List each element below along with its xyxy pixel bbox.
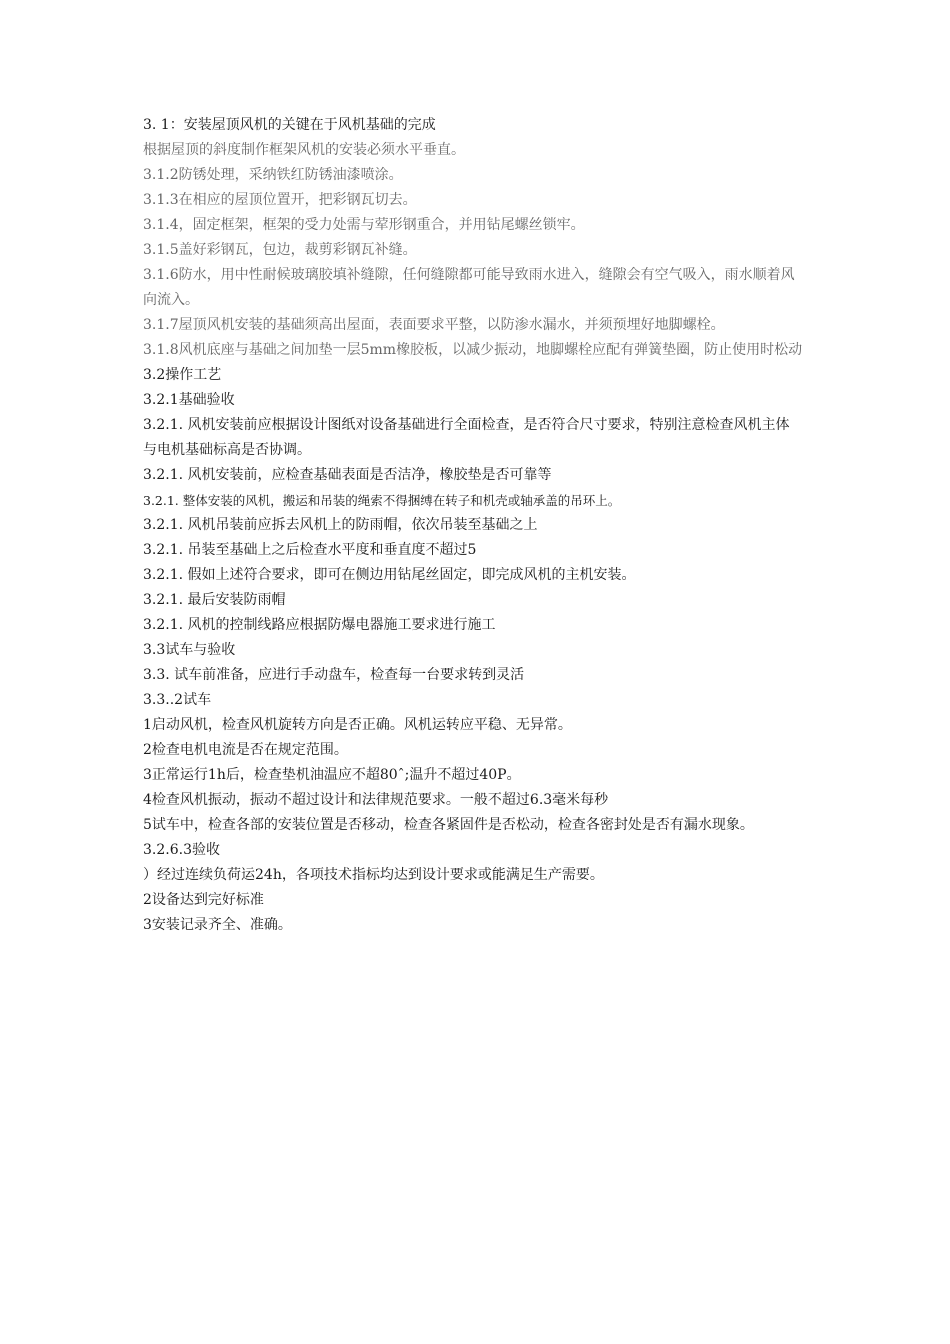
paragraph-line: 3.2.1. 假如上述符合要求，即可在侧边用钻尾丝固定，即完成风机的主机安装。 bbox=[143, 567, 636, 583]
paragraph-line: 3.1.5盖好彩钢瓦，包边，裁剪彩钢瓦补缝。 bbox=[143, 242, 417, 258]
paragraph-line: 3.1.6防水，用中性耐候玻璃胶填补缝隙，任何缝隙都可能导致雨水进入，缝隙会有空气吸入，雨水顺着风向流入。 bbox=[143, 267, 795, 308]
section-heading-3-1: 3. 1：安装屋顶风机的关键在于风机基础的完成 bbox=[143, 117, 436, 133]
list-item: 1启动风机，检查风机旋转方向是否正确。风机运转应平稳、无异常。 bbox=[143, 717, 572, 733]
section-heading-3-2: 3.2操作工艺 bbox=[143, 367, 222, 383]
section-heading-3-3: 3.3试车与验收 bbox=[143, 642, 236, 658]
subsection-heading: 3.2.1基础验收 bbox=[143, 392, 235, 408]
paragraph-line: 3.1.7屋顶风机安装的基础须高出屋面，表面要求平整，以防渗水漏水，并须预埋好地脚螺栓。 bbox=[143, 317, 725, 333]
subsection-heading: 3.3..2试车 bbox=[143, 692, 212, 708]
document-body bbox=[143, 113, 803, 938]
paragraph-line: 3.2.1. 风机吊装前应拆去风机上的防雨帽，依次吊装至基础之上 bbox=[143, 517, 538, 533]
list-item: 5试车中，检查各部的安装位置是否移动，检查各紧固件是否松动，检查各密封处是否有漏水现象。 bbox=[143, 817, 754, 833]
paragraph-line: 3.2.1. 最后安装防雨帽 bbox=[143, 592, 286, 608]
list-item: 3安装记录齐全、准确。 bbox=[143, 917, 292, 933]
paragraph-line: 3.1.3在相应的屋顶位置开，把彩钢瓦切去。 bbox=[143, 192, 417, 208]
paragraph-line: 3.2.1. 整体安装的风机，搬运和吊装的绳索不得捆缚在转子和机壳或轴承盖的吊环上。 bbox=[143, 493, 621, 508]
list-item: 2检查电机电流是否在规定范围。 bbox=[143, 742, 348, 758]
paragraph-line: 3.3. 试车前准备，应进行手动盘车，检查每一台要求转到灵活 bbox=[143, 667, 525, 683]
subsection-heading: 3.2.6.3验收 bbox=[143, 842, 220, 858]
list-item: 3正常运行1h后，检查垫机油温应不超80ˆ;温升不超过40P。 bbox=[143, 767, 521, 783]
paragraph-line: 3.1.2防锈处理，采纳铁红防锈油漆喷涂。 bbox=[143, 167, 403, 183]
list-item: ）经过连续负荷运24h，各项技术指标均达到设计要求或能满足生产需要。 bbox=[143, 867, 604, 883]
paragraph-line: 3.1.4，固定框架，框架的受力处需与荤形钢重合，并用钻尾螺丝锁牢。 bbox=[143, 217, 585, 233]
paragraph-line: 根据屋顶的斜度制作框架风机的安装必须水平垂直。 bbox=[143, 142, 465, 158]
paragraph-line: 3.2.1. 吊装至基础上之后检查水平度和垂直度不超过5 bbox=[143, 542, 477, 558]
list-item: 2设备达到完好标准 bbox=[143, 892, 264, 908]
paragraph-line: 3.1.8风机底座与基础之间加垫一层5mm橡胶板，以减少振动，地脚螺栓应配有弹簧垫圈，防止使用时松动 bbox=[143, 342, 803, 358]
paragraph-line: 3.2.1. 风机安装前，应检查基础表面是否洁净，橡胶垫是否可靠等 bbox=[143, 467, 552, 483]
list-item: 4检查风机振动，振动不超过设计和法律规范要求。一般不超过6.3毫米每秒 bbox=[143, 792, 609, 808]
paragraph-line: 3.2.1. 风机的控制线路应根据防爆电器施工要求进行施工 bbox=[143, 617, 496, 633]
paragraph-line: 3.2.1. 风机安装前应根据设计图纸对设备基础进行全面检查，是否符合尺寸要求，特别注意检查风机主体与电机基础标高是否协调。 bbox=[143, 417, 790, 458]
